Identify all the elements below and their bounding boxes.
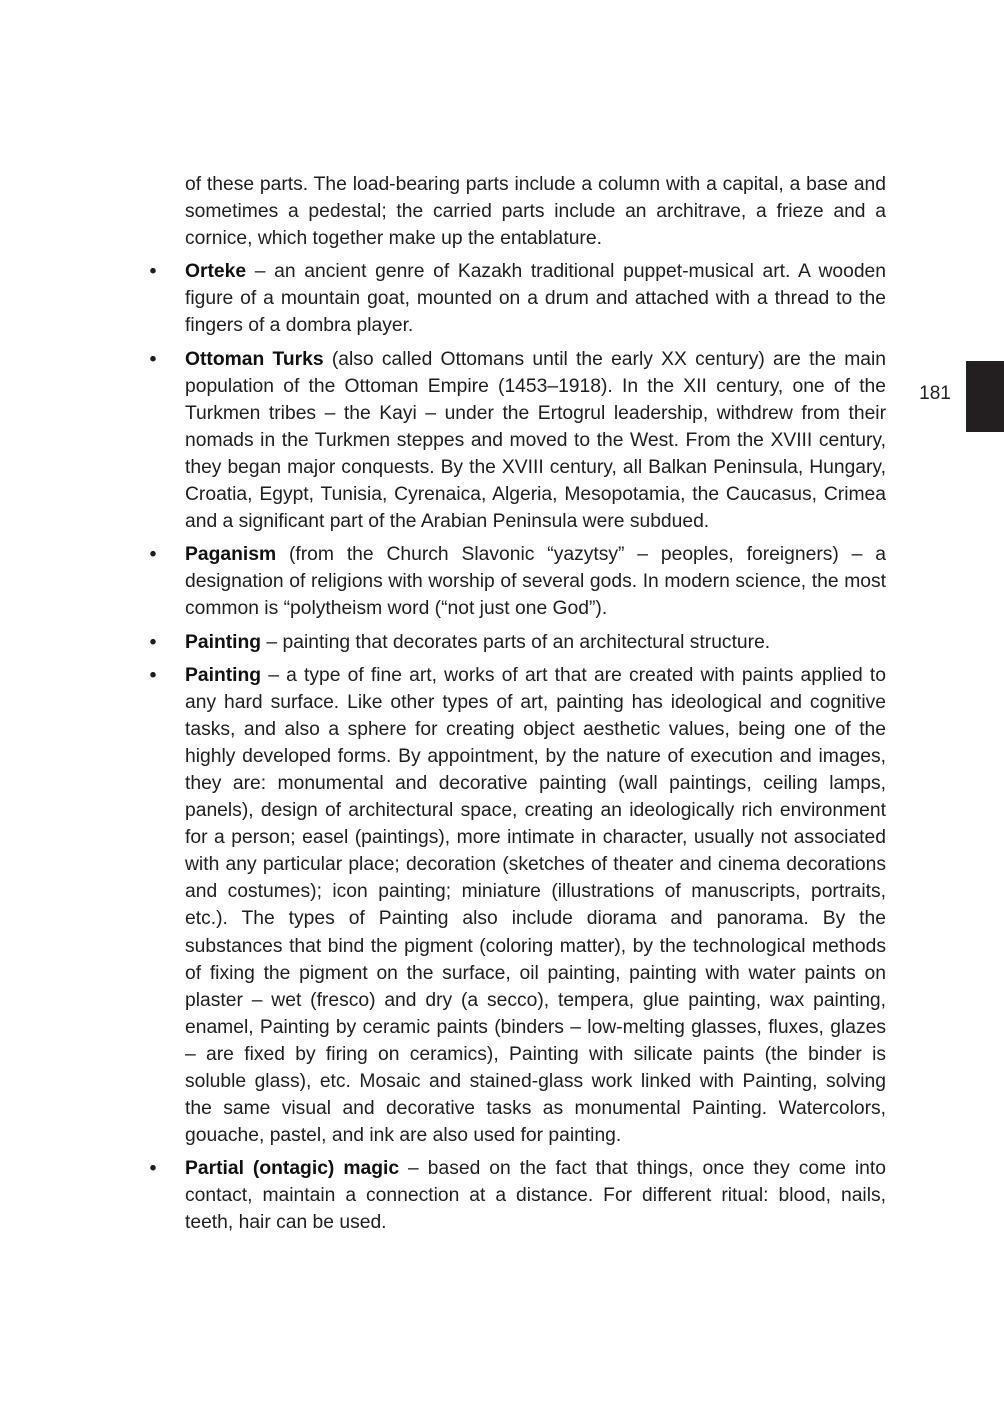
bullet-icon: • xyxy=(149,261,157,283)
entry-definition: – a type of fine art, works of art that are created with paints applied to any hard surface. Like other types of art, painting has ideological and cognitive tasks, and also a sphere for creating object aesthetic values, being one of the highly developed forms. By appointment, by the nature of execution and images, they are: monumental and decorative painting (wall paintings, ceiling lamps, panels), design of architectural space, creating an ideologically rich environment for a person; easel (paintings), more intimate in character, usually not associated with any particular place; decoration (sketches of theater and cinema decorations and costumes); icon painting; miniature (illustrations of manuscripts, portraits, etc.). The types of Painting also include diorama and panorama. By the substances that bind the pigment (coloring matter), by the technological methods of fixing the pigment on the surface, oil painting, painting with water paints on plaster – wet (fresco) and dry (a secco), tempera, glue painting, wax painting, enamel, Painting by ceramic paints (binders – low-melting glasses, fluxes, glazes – are fixed by firing on ceramics), Painting with silicate paints (the binder is soluble glass), etc. Mosaic and stained-glass work linked with Painting, solving the same visual and decorative tasks as monumental Painting. Watercolors, gouache, pastel, and ink are also used for painting. xyxy=(185,664,886,1147)
entry-definition: – based on the fact that things, once they come into contact, maintain a connection at a distance. For different ritual: blood, nails, teeth, hair can be used. xyxy=(185,1158,886,1234)
glossary-entry-paganism xyxy=(149,541,886,622)
entry-definition: – painting that decorates parts of an architectural structure. xyxy=(261,631,771,653)
entry-definition: – an ancient genre of Kazakh traditional puppet-musical art. A wooden figure of a mountain goat, mounted on a drum and attached with a thread to the fingers of a dombra player. xyxy=(185,261,886,337)
glossary-entry-painting-architectural xyxy=(149,629,886,656)
chapter-thumb-tab xyxy=(966,361,1004,432)
entry-term: Painting xyxy=(185,631,262,653)
bullet-icon: • xyxy=(149,544,157,566)
entry-term: Orteke xyxy=(185,261,247,283)
page-number: 181 xyxy=(919,383,951,404)
continued-paragraph: of these parts. The load-bearing parts include a column with a capital, a base and sometimes a pedestal; the carried parts include an architrave, a frieze and a cornice, which together make up the entablature. xyxy=(185,174,886,250)
entry-definition: (from the Church Slavonic “yazytsy” – peoples, foreigners) – a designation of religions with worship of several gods. In modern science, the most common is “polytheism word (“not just one God”). xyxy=(185,544,886,620)
bullet-icon: • xyxy=(149,631,157,653)
glossary-entry-ottoman-turks xyxy=(149,346,886,536)
glossary-text-body xyxy=(149,171,886,1237)
glossary-entry-partial-magic xyxy=(149,1155,886,1236)
entry-term: Partial (ontagic) magic xyxy=(185,1158,400,1180)
glossary-entry-painting-fine-art xyxy=(149,662,886,1150)
entry-term: Ottoman Turks xyxy=(185,348,324,370)
entry-term: Painting xyxy=(185,664,262,686)
bullet-icon: • xyxy=(149,1158,157,1180)
bullet-icon: • xyxy=(149,348,157,370)
bullet-icon: • xyxy=(149,664,157,686)
entry-definition: (also called Ottomans until the early XX century) are the main population of the Ottoman Empire (1453–1918). In the XII century, one of the Turkmen tribes – the Kayi – under the Ertogrul leadership, withdrew from their nomads in the Turkmen steppes and moved to the West. From the XVIII century, they began major conquests. By the XVIII century, all Balkan Peninsula, Hungary, Croatia, Egypt, Tunisia, Cyrenaica, Algeria, Mesopotamia, the Caucasus, Crimea and a significant part of the Arabian Peninsula were subdued. xyxy=(185,348,886,533)
glossary-entry-orteke xyxy=(149,258,886,339)
entry-term: Paganism xyxy=(185,544,277,566)
